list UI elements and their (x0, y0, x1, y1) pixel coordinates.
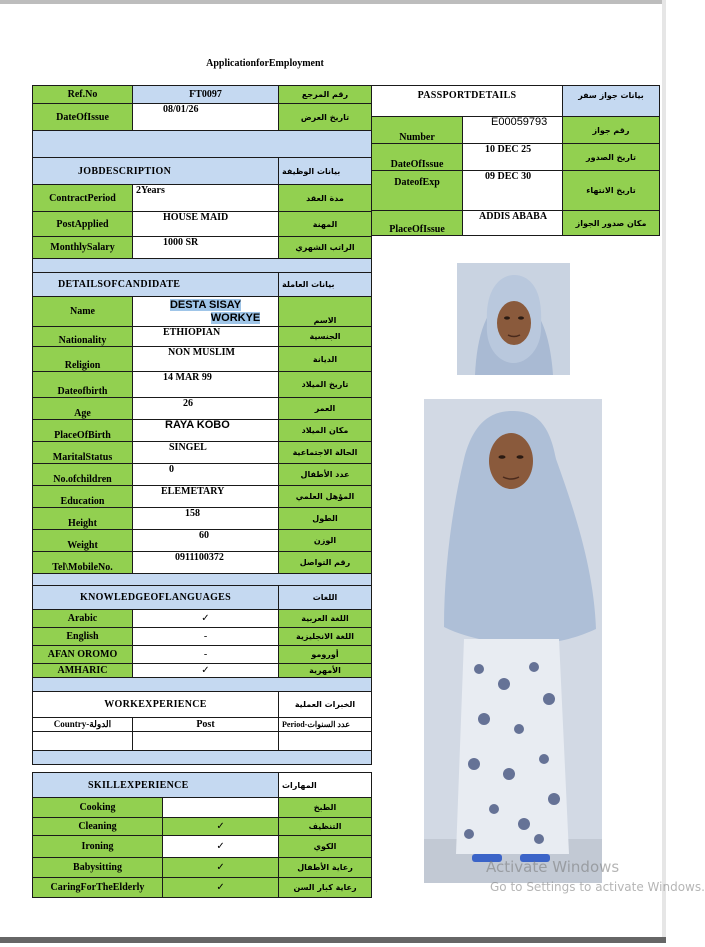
dob-value: 14 MAR 99 (133, 372, 279, 398)
candidate-row (33, 420, 372, 442)
activate-windows-subtext: Go to Settings to activate Windows. (490, 880, 705, 894)
spacer-cell (33, 678, 372, 692)
work-cell (279, 732, 372, 751)
phone-label-ar: رقم التواصل (279, 552, 372, 574)
candidate-row (33, 372, 372, 398)
spacer-cell (33, 259, 372, 273)
passport-number-label-ar: رقم جواز (563, 117, 660, 144)
skill-value (163, 798, 279, 818)
passport-place-label-ar: مكان صدور الجواز (563, 211, 660, 236)
name-line2: WORKYE (210, 311, 261, 324)
education-value: ELEMETARY (133, 486, 279, 508)
activate-windows-watermark: Activate Windows (486, 858, 620, 876)
religion-label-ar: الديانة (279, 347, 372, 372)
candidate-row (33, 464, 372, 486)
skill-label: Babysitting (33, 858, 163, 878)
work-col-period: Period-عدد السنوات (279, 718, 372, 732)
ref-row (33, 86, 372, 104)
passport-header-ar: بيانات جواز سفر (563, 86, 660, 117)
candidate-header-ar: بيانات العاملة (279, 273, 372, 297)
work-header-row (33, 692, 372, 718)
salary-row (33, 237, 372, 259)
work-cell (133, 732, 279, 751)
skill-label: Ironing (33, 836, 163, 858)
issue-label-ar: تاريخ العرض (279, 104, 372, 131)
name-row (33, 297, 372, 327)
skill-value: ✓ (163, 858, 279, 878)
language-row (33, 646, 372, 664)
work-col-country: Country-الدولة (33, 718, 133, 732)
spacer-row (33, 131, 372, 158)
passport-row (372, 211, 660, 236)
languages-header-row (33, 586, 372, 610)
work-header-ar: الخبرات العملية (279, 692, 372, 718)
religion-label: Religion (33, 347, 133, 372)
page-top-edge (0, 0, 664, 4)
skill-row (33, 818, 372, 836)
application-table (32, 85, 372, 765)
children-label: No.ofchildren (33, 464, 133, 486)
skill-value: ✓ (163, 836, 279, 858)
phone-label: Tel\MobileNo. (33, 552, 133, 574)
contract-label: ContractPeriod (33, 185, 133, 212)
name-label-ar: الاسم (279, 297, 372, 327)
marital-label-ar: الحالة الاجتماعية (279, 442, 372, 464)
religion-value: NON MUSLIM (133, 347, 279, 372)
marital-label: MaritalStatus (33, 442, 133, 464)
birthplace-label-ar: مكان الميلاد (279, 420, 372, 442)
weight-label: Weight (33, 530, 133, 552)
height-label: Height (33, 508, 133, 530)
ref-label: Ref.No (33, 86, 133, 104)
candidate-row (33, 347, 372, 372)
passport-row (372, 117, 660, 144)
name-label: Name (33, 297, 133, 327)
passport-number-value: E00059793 (463, 117, 563, 144)
salary-label: MonthlySalary (33, 237, 133, 259)
passport-photo (457, 263, 570, 375)
passport-place-label: PlaceOfIssue (372, 211, 463, 236)
weight-value: 60 (133, 530, 279, 552)
skills-header: SKILLEXPERIENCE (33, 773, 279, 798)
language-row (33, 610, 372, 628)
language-label-ar: أورومو (279, 646, 372, 664)
candidate-row (33, 530, 372, 552)
job-header-row (33, 158, 372, 185)
weight-label-ar: الوزن (279, 530, 372, 552)
marital-value: SINGEL (133, 442, 279, 464)
candidate-row (33, 327, 372, 347)
phone-value: 0911100372 (133, 552, 279, 574)
spacer-cell (33, 751, 372, 765)
ref-label-ar: رقم المرجع (279, 86, 372, 104)
passport-number-label: Number (372, 117, 463, 144)
passport-exp-label: DateofExp (372, 171, 463, 211)
skill-label: Cooking (33, 798, 163, 818)
age-label-ar: العمر (279, 398, 372, 420)
languages-header-ar: اللغات (279, 586, 372, 610)
spacer-row (33, 574, 372, 586)
work-row (33, 732, 372, 751)
language-label-ar: اللغة العربية (279, 610, 372, 628)
spacer-cell (33, 131, 372, 158)
passport-row (372, 144, 660, 171)
salary-value: 1000 SR (133, 237, 279, 259)
spacer-row (33, 751, 372, 765)
skill-label-ar: الطبخ (279, 798, 372, 818)
skill-row (33, 798, 372, 818)
name-line1: DESTA SISAY (169, 298, 242, 311)
skill-label-ar: رعاية الأطفال (279, 858, 372, 878)
issue-row (33, 104, 372, 131)
birthplace-label: PlaceOfBirth (33, 420, 133, 442)
passport-header-row (372, 86, 660, 117)
work-cell (33, 732, 133, 751)
passport-place-value: ADDIS ABABA (463, 211, 563, 236)
passport-exp-label-ar: تاريخ الانتهاء (563, 171, 660, 211)
language-value: - (133, 628, 279, 646)
spacer-row (33, 259, 372, 273)
language-label: Arabic (33, 610, 133, 628)
passport-header: PASSPORTDETAILS (372, 86, 563, 117)
birthplace-value: RAYA KOBO (133, 420, 279, 442)
children-label-ar: عدد الأطفال (279, 464, 372, 486)
skill-label-ar: الكوي (279, 836, 372, 858)
work-columns-row (33, 718, 372, 732)
education-label: Education (33, 486, 133, 508)
language-label-ar: اللغة الانجليزية (279, 628, 372, 646)
language-value: - (133, 646, 279, 664)
post-label-ar: المهنة (279, 212, 372, 237)
candidate-row (33, 508, 372, 530)
page-bottom-edge (0, 937, 666, 943)
height-label-ar: الطول (279, 508, 372, 530)
skills-table (32, 772, 372, 898)
passport-exp-value: 09 DEC 30 (463, 171, 563, 211)
candidate-row (33, 486, 372, 508)
post-value: HOUSE MAID (133, 212, 279, 237)
education-label-ar: المؤهل العلمي (279, 486, 372, 508)
languages-header: KNOWLEDGEOFLANGUAGES (33, 586, 279, 610)
passport-issue-label: DateOfIssue (372, 144, 463, 171)
post-row (33, 212, 372, 237)
language-label: AFAN OROMO (33, 646, 133, 664)
spacer-row (33, 678, 372, 692)
language-value: ✓ (133, 610, 279, 628)
dob-label-ar: تاريخ الميلاد (279, 372, 372, 398)
language-label-ar: الأمهرية (279, 664, 372, 678)
skill-row (33, 878, 372, 898)
skill-value: ✓ (163, 878, 279, 898)
skill-row (33, 858, 372, 878)
children-value: 0 (133, 464, 279, 486)
name-value (133, 297, 279, 327)
issue-value: 08/01/26 (133, 104, 279, 131)
candidate-row (33, 552, 372, 574)
candidate-row (33, 398, 372, 420)
job-header-ar: بيانات الوظيفة (279, 158, 372, 185)
language-value: ✓ (133, 664, 279, 678)
spacer-cell (33, 574, 372, 586)
passport-issue-label-ar: تاريخ الصدور (563, 144, 660, 171)
candidate-row (33, 442, 372, 464)
skill-row (33, 836, 372, 858)
language-label: English (33, 628, 133, 646)
post-label: PostApplied (33, 212, 133, 237)
job-header: JOBDESCRIPTION (33, 158, 279, 185)
work-col-post: Post (133, 718, 279, 732)
contract-row (33, 185, 372, 212)
skills-header-row (33, 773, 372, 798)
candidate-header-row (33, 273, 372, 297)
skill-label-ar: التنظيف (279, 818, 372, 836)
contract-label-ar: مدة العقد (279, 185, 372, 212)
ref-value: FT0097 (133, 86, 279, 104)
candidate-header: DETAILSOFCANDIDATE (33, 273, 279, 297)
passport-table (371, 85, 660, 236)
nationality-label: Nationality (33, 327, 133, 347)
salary-label-ar: الراتب الشهري (279, 237, 372, 259)
language-label: AMHARIC (33, 664, 133, 678)
passport-row (372, 171, 660, 211)
issue-label: DateOfIssue (33, 104, 133, 131)
skills-header-ar: المهارات (279, 773, 372, 798)
full-body-photo (424, 399, 602, 883)
language-row (33, 664, 372, 678)
skill-label-ar: رعاية كبار السن (279, 878, 372, 898)
language-row (33, 628, 372, 646)
skill-label: CaringForTheElderly (33, 878, 163, 898)
document-title: ApplicationforEmployment (206, 58, 324, 69)
age-value: 26 (133, 398, 279, 420)
height-value: 158 (133, 508, 279, 530)
passport-issue-value: 10 DEC 25 (463, 144, 563, 171)
contract-value: 2Years (133, 185, 279, 212)
skill-value: ✓ (163, 818, 279, 836)
skill-label: Cleaning (33, 818, 163, 836)
nationality-label-ar: الجنسية (279, 327, 372, 347)
dob-label: Dateofbirth (33, 372, 133, 398)
page-right-edge (662, 0, 666, 940)
age-label: Age (33, 398, 133, 420)
nationality-value: ETHIOPIAN (133, 327, 279, 347)
work-header: WORKEXPERIENCE (33, 692, 279, 718)
